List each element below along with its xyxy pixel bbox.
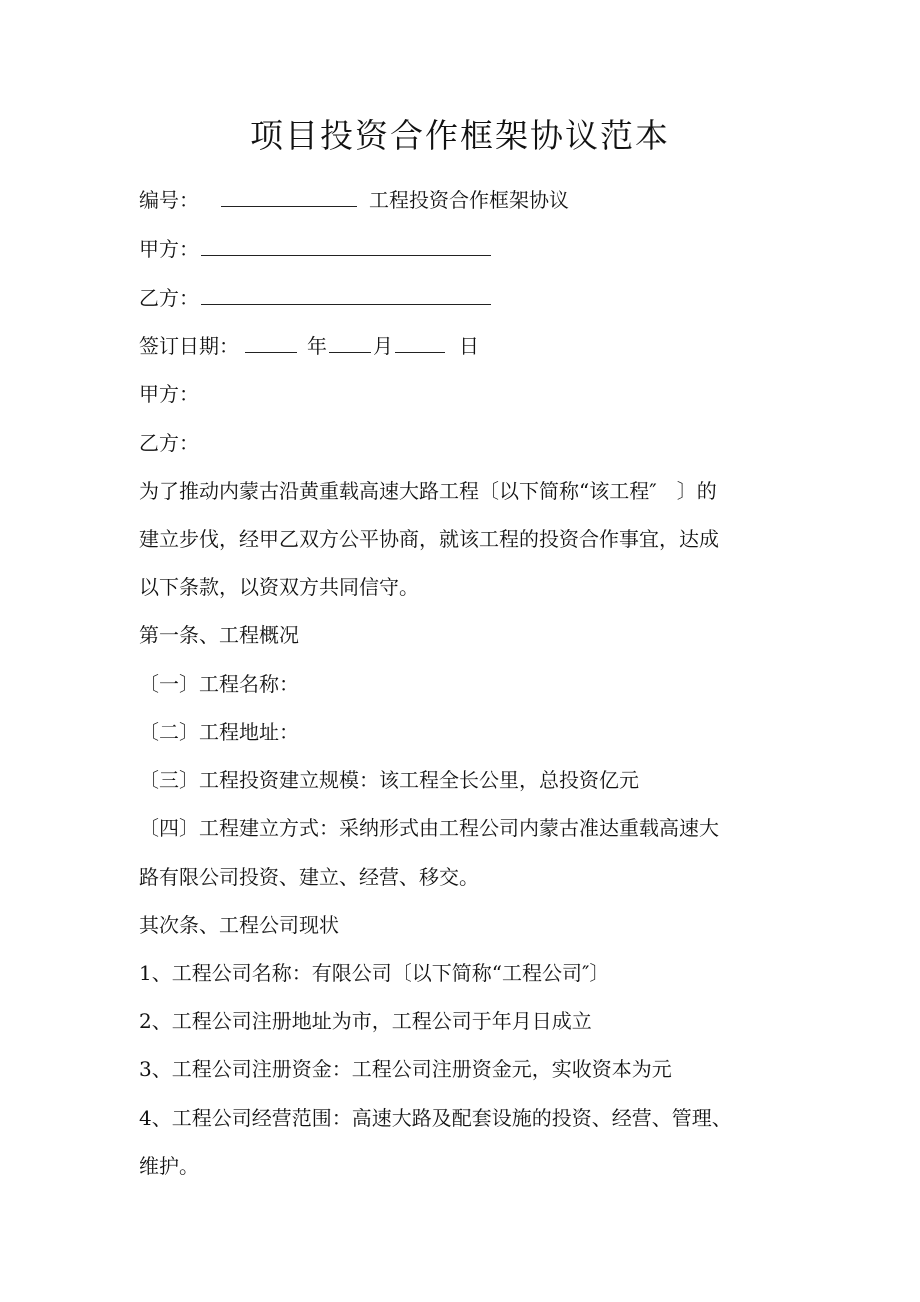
party-a-line — [139, 235, 493, 263]
article-1-item: 〔四〕工程建立方式：采纳形式由工程公司内蒙古准达重载高速大 — [139, 816, 719, 840]
intro-line: 建立步伐，经甲乙双方公平协商，就该工程的投资合作事宜，达成 — [139, 527, 719, 551]
party-b-line — [139, 284, 493, 312]
intro-line: 以下条款，以资双方共同信守。 — [139, 575, 419, 599]
article-2-item: 1、工程公司名称：有限公司〔以下简称“工程公司″〕 — [139, 961, 610, 985]
article-1-item: 路有限公司投资、建立、经营、移交。 — [139, 865, 479, 889]
intro-line: 为了推动内蒙古沿黄重载高速大路工程〔以下简称“该工程″ 〕的 — [139, 479, 717, 503]
article-1-item: 〔三〕工程投资建立规模：该工程全长公里，总投资亿元 — [139, 768, 639, 792]
month-blank — [329, 332, 371, 353]
number-label: 编号： — [139, 188, 199, 212]
date-day: 日 — [459, 334, 479, 358]
number-line — [139, 186, 569, 214]
party-a-blank — [201, 235, 491, 256]
article-2-item: 维护。 — [139, 1154, 199, 1178]
day-blank — [395, 332, 445, 353]
date-label: 签订日期： — [139, 334, 239, 358]
party-b-signature-label: 乙方： — [139, 431, 199, 455]
party-b-blank — [201, 284, 491, 305]
article-2-item: 2、工程公司注册地址为市，工程公司于年月日成立 — [139, 1009, 592, 1033]
date-month: 月 — [373, 334, 393, 358]
party-a-label: 甲方： — [139, 237, 199, 261]
article-1-item: 〔二〕工程地址： — [139, 720, 299, 744]
article-2-item: 3、工程公司注册资金：工程公司注册资金元，实收资本为元 — [139, 1057, 672, 1081]
article-1-item: 〔一〕工程名称： — [139, 672, 299, 696]
year-blank — [245, 332, 297, 353]
number-blank — [221, 186, 357, 207]
article-2-item: 4、工程公司经营范围：高速大路及配套设施的投资、经营、管理、 — [139, 1106, 732, 1130]
date-year: 年 — [307, 334, 327, 358]
sign-date-line — [139, 332, 479, 360]
article-1-heading: 第一条、工程概况 — [139, 623, 299, 647]
article-2-heading: 其次条、工程公司现状 — [139, 913, 339, 937]
number-suffix: 工程投资合作框架协议 — [369, 188, 569, 212]
document-title: 项目投资合作框架协议范本 — [250, 116, 670, 155]
party-a-signature-label: 甲方： — [139, 382, 199, 406]
party-b-label: 乙方： — [139, 286, 199, 310]
